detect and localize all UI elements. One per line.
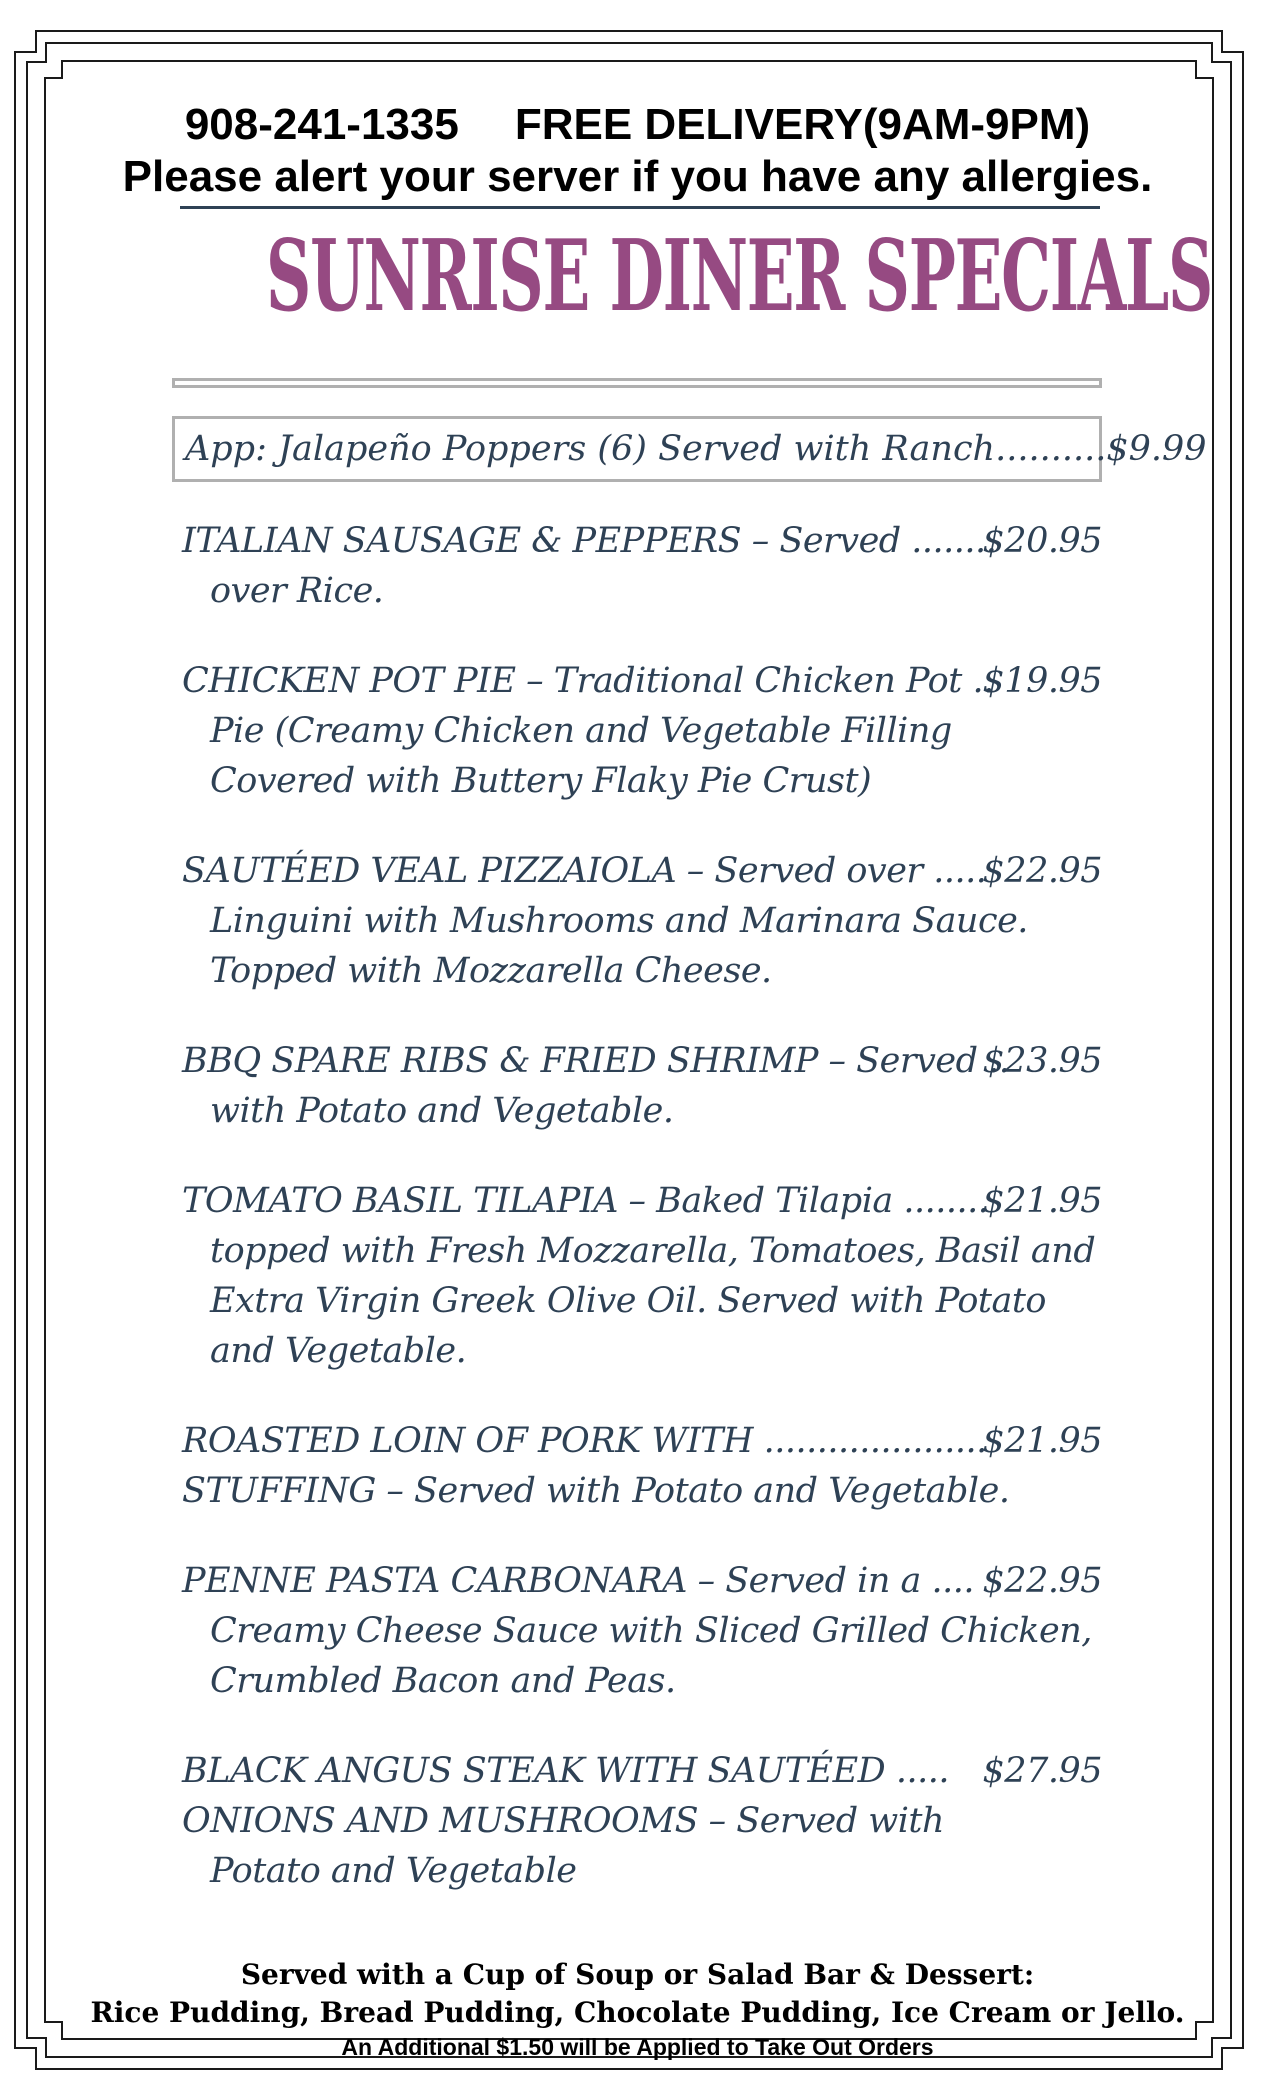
special-item-veal-pizzaiola (182, 846, 1102, 996)
title-underline (180, 206, 1100, 209)
special-item-chicken-pot-pie (182, 656, 1102, 806)
special-item-black-angus-steak (182, 1746, 1102, 1896)
special-item-bbq-ribs-shrimp (182, 1036, 1102, 1136)
special-heading: TOMATO BASIL TILAPIA – Baked Tilapia ........ (182, 1181, 989, 1221)
special-heading: ITALIAN SAUSAGE & PEPPERS – Served ........ (182, 521, 997, 561)
special-item-italian-sausage (182, 516, 1102, 616)
special-description: Topped with Mozzarella Cheese. (210, 951, 772, 991)
special-price: $21.95 (982, 1421, 1102, 1461)
specials-list (182, 516, 1102, 1936)
divider-bar (172, 378, 1102, 388)
appetizer-text: App: Jalapeño Poppers (6) Served with Ranch.......... (185, 429, 1107, 469)
special-heading: PENNE PASTA CARBONARA – Served in a .... (182, 1561, 974, 1601)
menu-title-text: SUNRISE DINER SPECIALS (266, 219, 1213, 334)
special-description: topped with Fresh Mozzarella, Tomatoes, Basil and (210, 1231, 1096, 1271)
special-price: $22.95 (982, 851, 1102, 891)
special-description: Creamy Cheese Sauce with Sliced Grilled Chicken, (210, 1611, 1092, 1651)
special-heading: CHICKEN POT PIE – Traditional Chicken Pot .. (182, 661, 994, 701)
special-heading: BLACK ANGUS STEAK WITH SAUTÉED ..... (182, 1751, 949, 1791)
allergy-notice: Please alert your server if you have any allergies. (122, 152, 1153, 201)
special-item-roasted-pork (182, 1416, 1102, 1516)
footer-dessert-options: Rice Pudding, Bread Pudding, Chocolate Pudding, Ice Cream or Jello. (90, 1996, 1185, 2029)
appetizer-price: $9.99 (1106, 429, 1207, 469)
footer-served-with: Served with a Cup of Soup or Salad Bar & Dessert: (240, 1958, 1035, 1991)
special-heading: ROASTED LOIN OF PORK WITH ..................... (182, 1421, 987, 1461)
special-description: Linguini with Mushrooms and Marinara Sauce. (210, 901, 1028, 941)
special-description: Potato and Vegetable (210, 1851, 577, 1891)
special-price: $19.95 (982, 661, 1102, 701)
footer-takeout-fee: An Additional $1.50 will be Applied to Take Out Orders (341, 2034, 934, 2060)
special-price: $27.95 (982, 1751, 1102, 1791)
special-description: Pie (Creamy Chicken and Vegetable Filling (210, 711, 952, 751)
special-item-penne-carbonara (182, 1556, 1102, 1706)
special-price: $23.95 (982, 1041, 1102, 1081)
menu-title (0, 219, 1275, 334)
special-heading: SAUTÉED VEAL PIZZAIOLA – Served over ..... (182, 851, 987, 891)
appetizer-box (172, 416, 1207, 482)
special-description: Extra Virgin Greek Olive Oil. Served with Potato (210, 1281, 1046, 1321)
special-description: with Potato and Vegetable. (210, 1091, 674, 1131)
special-price: $22.95 (982, 1561, 1102, 1601)
delivery-notice: FREE DELIVERY(9AM-9PM) (514, 100, 1091, 149)
contact-line (0, 100, 1275, 150)
special-heading-continued: STUFFING – Served with Potato and Vegetable. (182, 1471, 1010, 1511)
special-heading: BBQ SPARE RIBS & FRIED SHRIMP – Served .. (182, 1041, 1010, 1081)
special-description: Crumbled Bacon and Peas. (210, 1661, 676, 1701)
special-description: Covered with Buttery Flaky Pie Crust) (210, 761, 872, 801)
special-description: over Rice. (210, 571, 384, 611)
special-heading-continued: ONIONS AND MUSHROOMS – Served with (182, 1801, 944, 1841)
special-item-tomato-basil-tilapia (182, 1176, 1102, 1376)
special-description: and Vegetable. (210, 1331, 467, 1371)
special-price: $21.95 (982, 1181, 1102, 1221)
phone-number: 908-241-1335 (184, 100, 459, 149)
special-price: $20.95 (982, 521, 1102, 561)
